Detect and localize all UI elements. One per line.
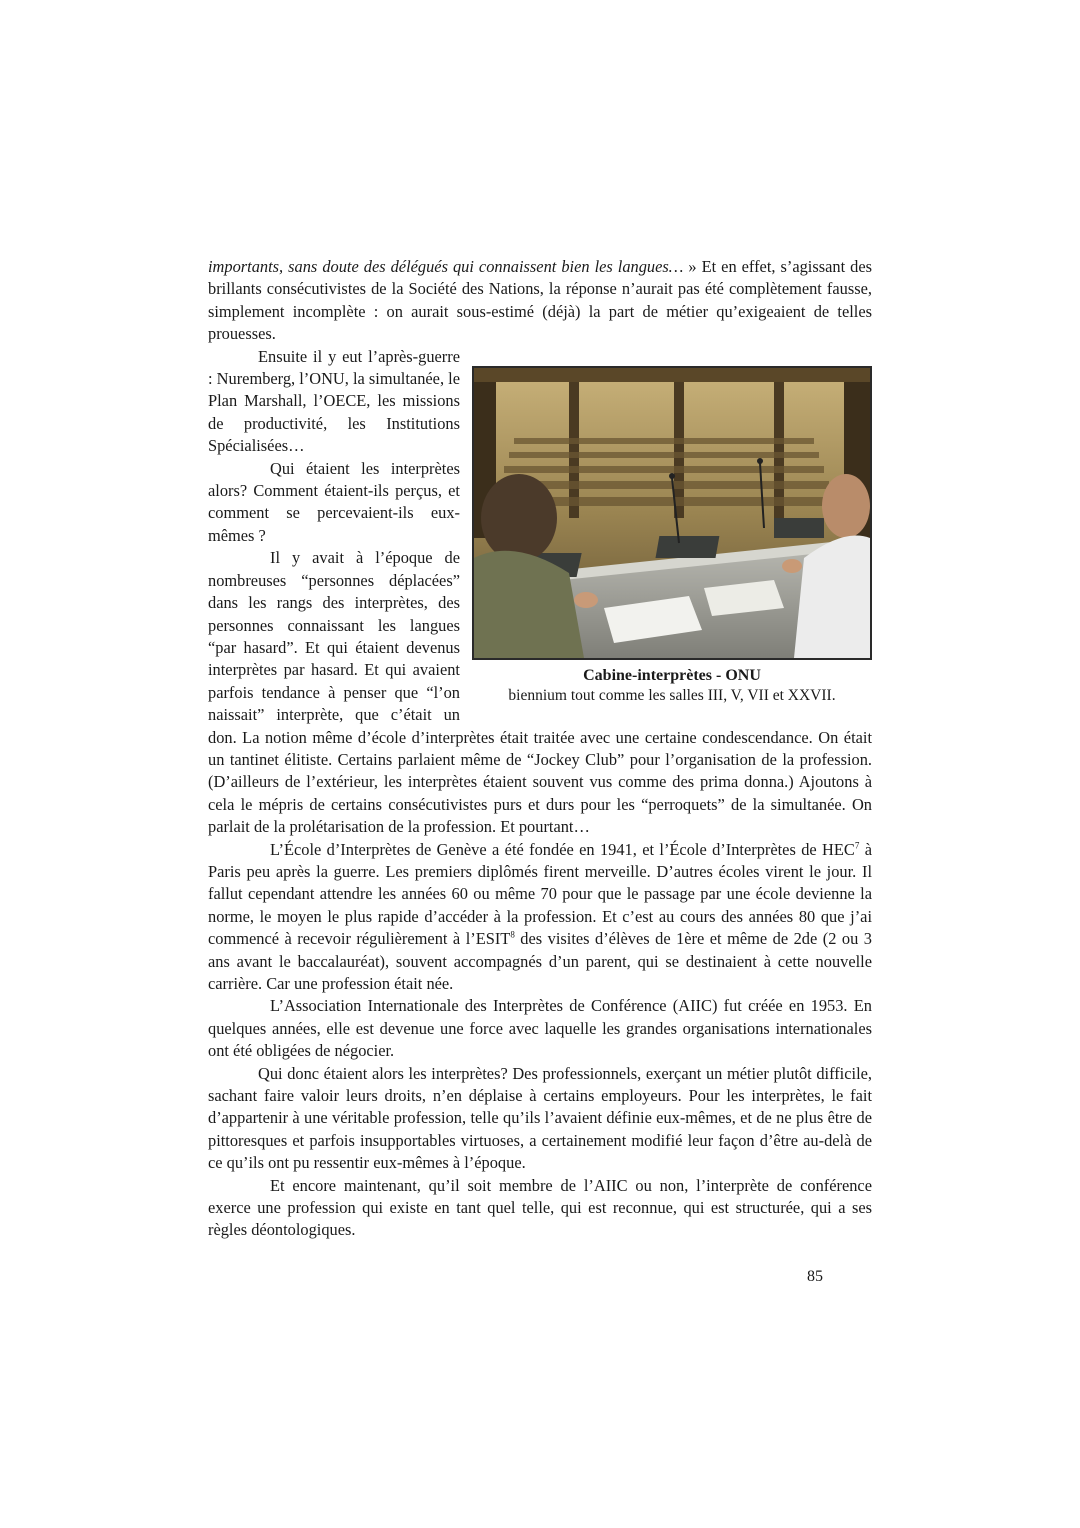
paragraph-3: Qui étaient les interprètes alors? Comment étaient-ils perçus, et comment se percevaient-ils eux-mêmes ? <box>208 458 460 545</box>
paragraph-8: Et encore maintenant, qu’il soit membre de l’AIIC ou non, l’interprète de conférence exerce une profession qui existe en tant quel telle, qui est reconnue, qui est structurée, qui a ses règles déontologiques. <box>208 1175 872 1240</box>
paragraph-5 <box>208 839 872 996</box>
paragraph-7: Qui donc étaient alors les interprètes? Des professionnels, exerçant un métier plutôt difficile, sachant faire valoir leurs droits, n’en déplaise à certains employeurs. Pour les interprètes, le fait d’appartenir à une véritable profession, telle qu’ils l’avaient définie eux-mêmes, et de ne plus être de pittoresques et parfois insupportables virtuoses, a certainement modifié leur façon d’être au-delà de ce qu’ils ont pu ressentir eux-mêmes à l’époque. <box>208 1063 872 1173</box>
footnote-ref-7: 7 <box>854 840 860 851</box>
figure-caption-title: Cabine-interprètes - ONU <box>583 666 761 684</box>
interpreter-booth-photo <box>472 366 872 660</box>
paragraph-5-text-c: des visites d’élèves de 1ère et même de 2de (2 ou 3 ans avant le baccalauréat), souvent accompagnés d’un parent, qui se destinaient à cette nouvelle carrière. Car une profession était née. <box>208 929 872 993</box>
paragraph-1 <box>208 256 872 346</box>
paragraph-1-text: » Et en effet, s’agissant des brillants consécutivistes de la Société des Nations, la réponse n’aurait pas été complètement fausse, simplement incomplète : on aurait sous-estimé (déjà) la part de métier qu’exigeaient de telles prouesses. <box>208 257 872 344</box>
paragraph-6: L’Association Internationale des Interprètes de Conférence (AIIC) fut créée en 1953. En quelques années, elle est devenue une force avec laquelle les grandes organisations internationales ont été obligées de négocier. <box>208 996 872 1061</box>
body-text <box>208 256 872 1242</box>
paragraph-5-text-b: à Paris peu après la guerre. Les premiers diplômés firent merveille. D’autres écoles virent le jour. Il fallut cependant attendre les années 60 ou même 70 pour que le passage par une école devienne la norme, le moyen le plus rapide d’accéder à la profession. Et c’est au cours des années 80 que j’ai commencé à recevoir régulièrement à l’ESIT <box>208 839 872 949</box>
footnote-ref-8: 8 <box>510 929 515 940</box>
figure-interpreter-booth <box>472 366 872 706</box>
page-number: 85 <box>807 1268 823 1285</box>
paragraph-2: Ensuite il y eut l’après-guerre : Nuremberg, l’ONU, la simultanée, le Plan Marshall, l’OECE, les missions de productivité, les Institutions Spécialisées… <box>208 346 460 456</box>
paragraph-4: Il y avait à l’époque de nombreuses “personnes déplacées” dans les rangs des interprètes, des personnes connaissant les langues “par hasard”. Et qui étaient devenus interprètes par hasard. Et qui avaient parfois tendance à penser que “l’on naissait” interprète, que c’était un don. La notion même d’école d’interprètes était traitée avec une certaine condescendance. On était un tantinet élitiste. Certains parlaient même de “Jockey Club” pour l’organisation de la profession. (D’ailleurs de l’extérieur, les interprètes étaient souvent vus comme des prima donna.) Ajoutons à cela le mépris de certains consécutivistes purs et durs pour les “perroquets” de la simultanée. On parlait de la prolétarisation de la profession. Et pourtant… <box>208 548 872 837</box>
italic-lead: importants, sans doute des délégués qui connaissent bien les langues… <box>208 257 684 276</box>
paragraph-5-text-a: L’École d’Interprètes de Genève a été fondée en 1941, et l’École d’Interprètes de HEC <box>270 839 855 859</box>
figure-caption-subtitle: biennium tout comme les salles III, V, VII et XXVII. <box>508 686 836 704</box>
